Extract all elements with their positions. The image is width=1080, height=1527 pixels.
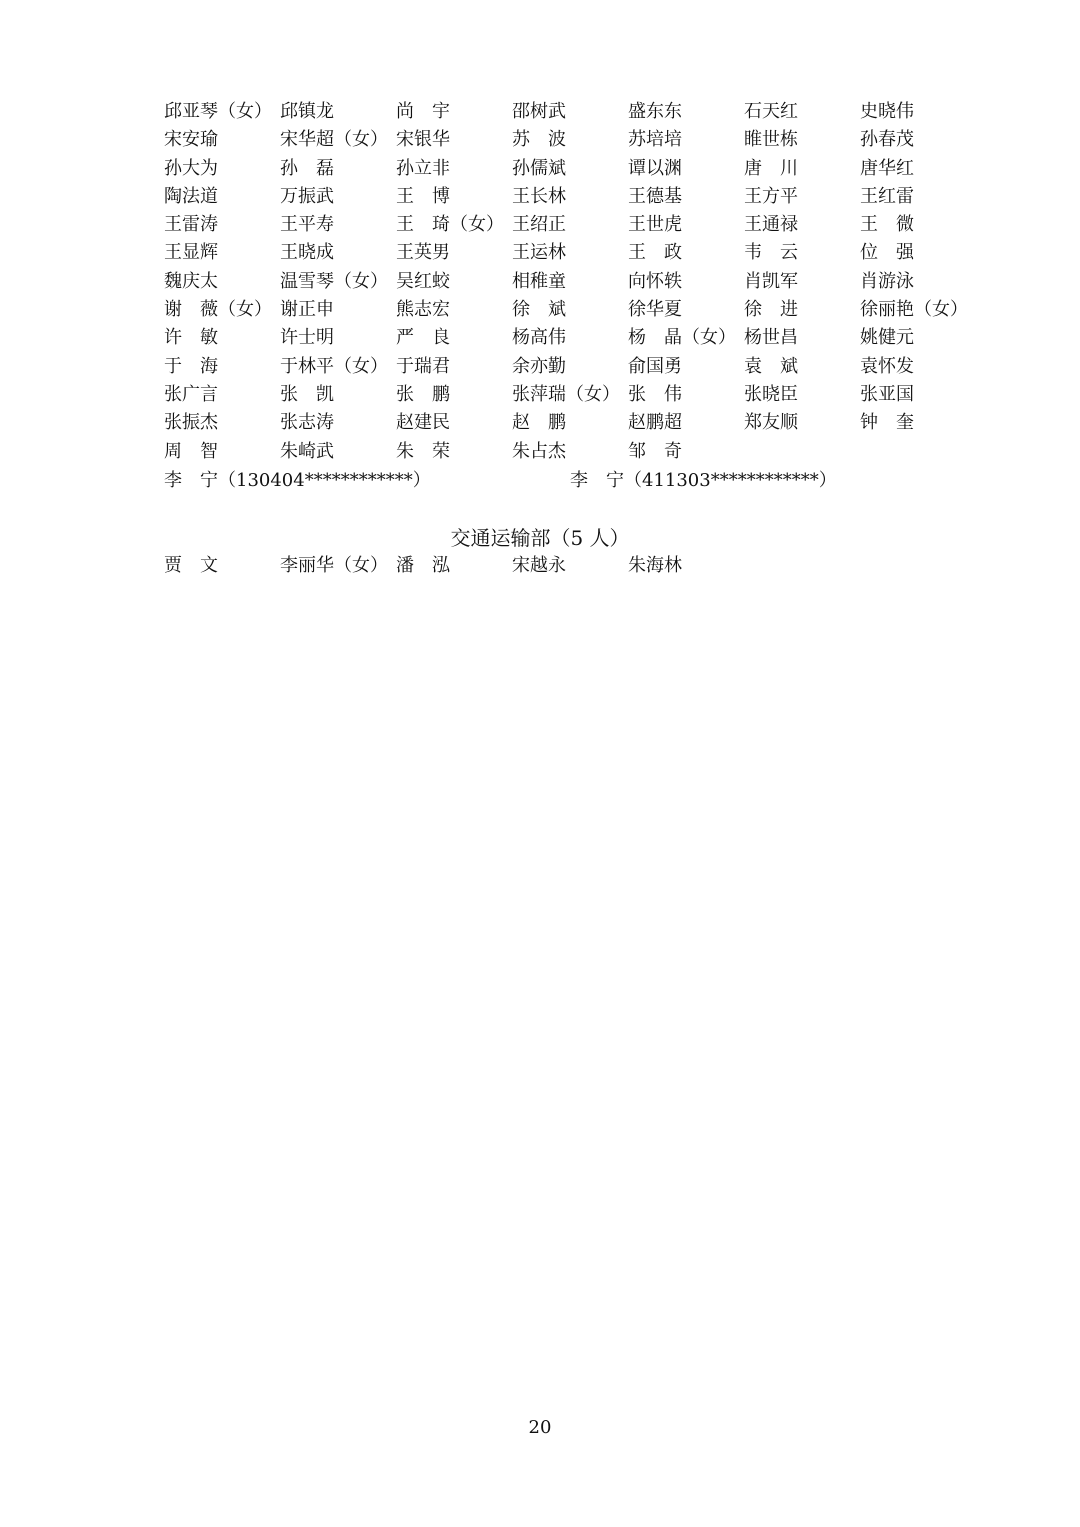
name-cell: 张志涛 (280, 412, 334, 434)
name-cell: 王晓成 (280, 242, 334, 264)
name-cell: 史晓伟 (860, 101, 914, 122)
section-name-cell: 潘 泓 (396, 555, 450, 576)
name-cell: 徐丽艳（女） (860, 299, 968, 321)
name-cell: 严 良 (396, 327, 450, 349)
section-names (164, 552, 984, 580)
section-name-cell: 朱海林 (628, 555, 682, 576)
name-cell: 谢正申 (280, 299, 334, 321)
name-cell: 周 智 (164, 440, 218, 462)
li-ning-411303: 李 宁（411303************） (570, 470, 837, 491)
name-cell: 王雷涛 (164, 214, 218, 236)
name-cell: 肖游泳 (860, 270, 914, 292)
name-cell: 王平寿 (280, 214, 334, 236)
name-cell: 郑友顺 (744, 412, 798, 434)
name-row (164, 438, 984, 466)
li-ning-row (164, 467, 431, 495)
name-cell: 谭以渊 (628, 157, 682, 179)
section-name-row (164, 552, 984, 580)
name-cell: 宋银华 (396, 129, 450, 151)
name-cell: 唐 川 (744, 157, 798, 179)
name-cell: 宋华超（女） (280, 129, 388, 151)
page-number: 20 (528, 1417, 552, 1438)
name-cell: 王世虎 (628, 214, 682, 236)
name-cell: 王 琦（女） (396, 214, 504, 236)
name-row (164, 353, 984, 381)
name-cell: 王绍正 (512, 214, 566, 236)
name-row (164, 381, 984, 409)
name-cell: 杨高伟 (512, 327, 566, 349)
name-cell: 张亚国 (860, 383, 914, 405)
name-cell: 张晓臣 (744, 383, 798, 405)
name-cell: 尚 宇 (396, 101, 450, 122)
name-cell: 钟 奎 (860, 412, 914, 434)
name-cell: 邱镇龙 (280, 101, 334, 122)
name-cell: 邱亚琴（女） (164, 101, 272, 122)
name-cell: 谢 薇（女） (164, 299, 272, 321)
name-cell: 王显辉 (164, 242, 218, 264)
name-cell: 张振杰 (164, 412, 218, 434)
name-cell: 王红雷 (860, 185, 914, 207)
name-cell: 徐 斌 (512, 299, 566, 321)
name-cell: 睢世栋 (744, 129, 798, 151)
name-row (164, 409, 984, 437)
name-cell: 温雪琴（女） (280, 270, 388, 292)
name-row (164, 268, 984, 296)
name-cell: 姚健元 (860, 327, 914, 349)
name-cell: 王运林 (512, 242, 566, 264)
name-cell: 韦 云 (744, 242, 798, 264)
name-row (164, 98, 984, 126)
name-row (164, 324, 984, 352)
name-cell: 孙大为 (164, 157, 218, 179)
name-row (164, 183, 984, 211)
name-cell: 吴红蛟 (396, 270, 450, 292)
name-cell: 张 凯 (280, 383, 334, 405)
name-cell: 孙立非 (396, 157, 450, 179)
name-cell: 杨 晶（女） (628, 327, 736, 349)
name-cell: 许 敏 (164, 327, 218, 349)
name-cell: 王通禄 (744, 214, 798, 236)
name-cell: 赵鹏超 (628, 412, 682, 434)
name-cell: 徐 进 (744, 299, 798, 321)
name-cell: 唐华红 (860, 157, 914, 179)
name-cell: 万振武 (280, 185, 334, 207)
name-row (164, 239, 984, 267)
name-cell: 张 鹏 (396, 383, 450, 405)
name-cell: 王 微 (860, 214, 914, 236)
name-cell: 魏庆太 (164, 270, 218, 292)
name-cell: 邵树武 (512, 101, 566, 122)
name-cell: 张 伟 (628, 383, 682, 405)
name-cell: 张广言 (164, 383, 218, 405)
name-cell: 熊志宏 (396, 299, 450, 321)
section-name-cell: 贾 文 (164, 555, 218, 576)
name-cell: 石天红 (744, 101, 798, 122)
name-row (164, 296, 984, 324)
name-cell: 杨世昌 (744, 327, 798, 349)
name-cell: 邹 奇 (628, 440, 682, 462)
name-cell: 孙春茂 (860, 129, 914, 151)
name-cell: 朱占杰 (512, 440, 566, 462)
name-row (164, 126, 984, 154)
name-cell: 宋安瑜 (164, 129, 218, 151)
name-cell: 王德基 (628, 185, 682, 207)
name-cell: 朱崎武 (280, 440, 334, 462)
name-cell: 苏培培 (628, 129, 682, 151)
name-cell: 赵建民 (396, 412, 450, 434)
name-cell: 盛东东 (628, 101, 682, 122)
name-cell: 许士明 (280, 327, 334, 349)
name-cell: 王 博 (396, 185, 450, 207)
name-cell: 于林平（女） (280, 355, 388, 377)
name-cell: 王方平 (744, 185, 798, 207)
name-cell: 王 政 (628, 242, 682, 264)
li-ning-row-2 (570, 467, 837, 495)
name-cell: 位 强 (860, 242, 914, 264)
name-row (164, 211, 984, 239)
name-cell: 徐华夏 (628, 299, 682, 321)
names-grid (164, 98, 984, 466)
name-row (164, 155, 984, 183)
name-cell: 陶法道 (164, 185, 218, 207)
name-cell: 肖凯军 (744, 270, 798, 292)
name-cell: 相稚童 (512, 270, 566, 292)
name-cell: 王长林 (512, 185, 566, 207)
name-cell: 孙 磊 (280, 157, 334, 179)
section-name-cell: 宋越永 (512, 555, 566, 576)
name-cell: 袁怀发 (860, 355, 914, 377)
name-cell: 王英男 (396, 242, 450, 264)
name-cell: 赵 鹏 (512, 412, 566, 434)
name-cell: 苏 波 (512, 129, 566, 151)
name-cell: 向怀轶 (628, 270, 682, 292)
name-cell: 余亦勤 (512, 355, 566, 377)
name-cell: 孙儒斌 (512, 157, 566, 179)
name-cell: 俞国勇 (628, 355, 682, 377)
name-cell: 袁 斌 (744, 355, 798, 377)
section-name-cell: 李丽华（女） (280, 555, 388, 576)
name-cell: 于瑞君 (396, 355, 450, 377)
name-cell: 张萍瑞（女） (512, 383, 620, 405)
section-title: 交通运输部（5 人） (450, 526, 630, 550)
li-ning-130404: 李 宁（130404************） (164, 470, 431, 491)
name-cell: 朱 荣 (396, 440, 450, 462)
name-cell: 于 海 (164, 355, 218, 377)
